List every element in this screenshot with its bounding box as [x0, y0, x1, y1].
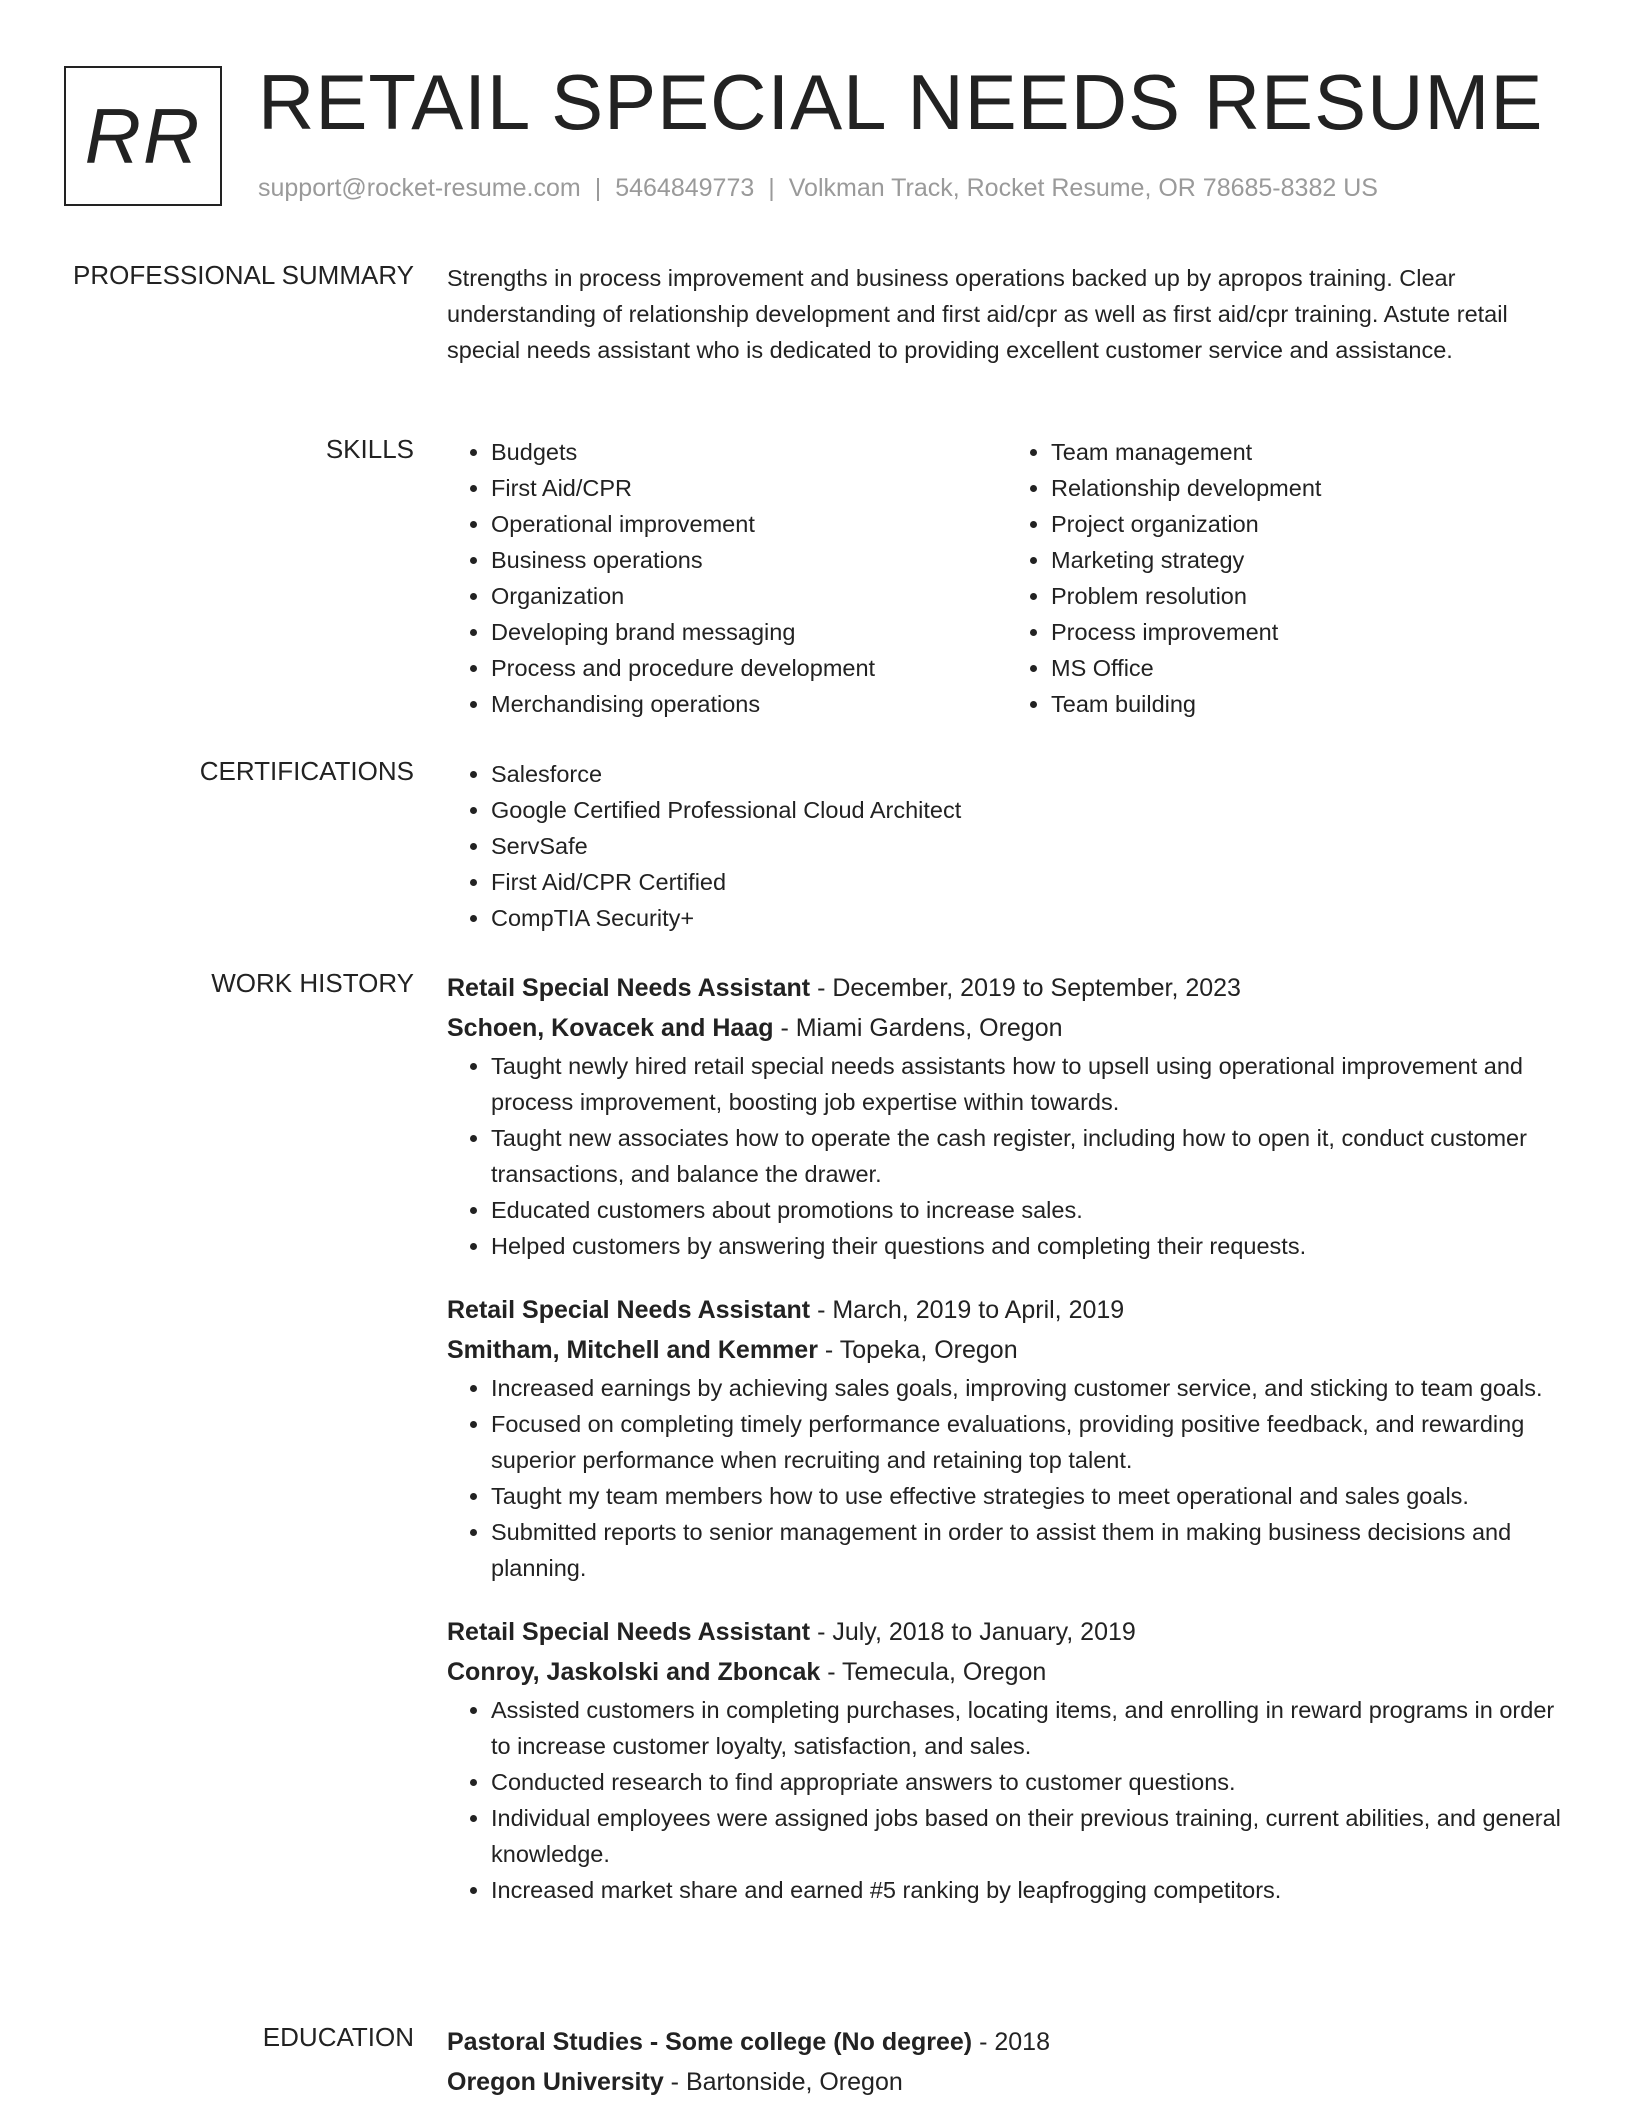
education-school: Oregon University — [447, 2068, 664, 2096]
job-bullet: • Conducted research to find appropriate answers to customer questions. — [491, 1764, 1567, 1800]
skill-item: • Relationship development — [1051, 470, 1567, 506]
job-bullet: • Increased market share and earned #5 ranking by leapfrogging competitors. — [491, 1872, 1567, 1908]
skills-column-2 — [1007, 434, 1567, 722]
job-company: Conroy, Jaskolski and Zboncak — [447, 1658, 821, 1686]
job-bullet: • Taught newly hired retail special needs assistants how to upsell using operational improvement and process improvement, boosting job expertise within towards. — [491, 1048, 1567, 1120]
job-bullet: • Increased earnings by achieving sales goals, improving customer service, and sticking to team goals. — [491, 1370, 1567, 1406]
job-bullet: • Taught my team members how to use effective strategies to meet operational and sales goals. — [491, 1478, 1567, 1514]
job-bullet: • Taught new associates how to operate the cash register, including how to open it, conduct customer transactions, and balance the drawer. — [491, 1120, 1567, 1192]
job-bullet: • Helped customers by answering their questions and completing their requests. — [491, 1228, 1567, 1264]
education-location: - Bartonside, Oregon — [663, 2068, 903, 2096]
skill-item: • First Aid/CPR — [491, 470, 1007, 506]
job-company: Smitham, Mitchell and Kemmer — [447, 1336, 818, 1364]
job-company-line — [447, 1652, 1567, 1692]
job-location: - Miami Gardens, Oregon — [773, 1014, 1063, 1042]
job-dates: - July, 2018 to January, 2019 — [810, 1618, 1136, 1646]
certification-item: • Salesforce — [491, 756, 1567, 792]
work-list — [447, 968, 1567, 1908]
job-title: Retail Special Needs Assistant — [447, 1296, 811, 1324]
job-location: - Topeka, Oregon — [817, 1336, 1018, 1364]
certification-item: • First Aid/CPR Certified — [491, 864, 1567, 900]
job-bullet: • Educated customers about promotions to increase sales. — [491, 1192, 1567, 1228]
certification-item: • CompTIA Security+ — [491, 900, 1567, 936]
job-bullet: • Individual employees were assigned jobs based on their previous training, current abilities, and general knowledge. — [491, 1800, 1567, 1872]
skill-item: • Merchandising operations — [491, 686, 1007, 722]
skill-item: • Operational improvement — [491, 506, 1007, 542]
job-dates: - December, 2019 to September, 2023 — [810, 974, 1241, 1002]
education-degree-line — [447, 2022, 1567, 2062]
certifications-list — [447, 756, 1567, 936]
contact-phone: 5464849773 — [615, 174, 755, 202]
page-title: RETAIL SPECIAL NEEDS RESUME — [258, 58, 1544, 146]
job-title-line — [447, 1612, 1567, 1652]
skill-item: • Marketing strategy — [1051, 542, 1567, 578]
contact-separator: | — [594, 174, 602, 202]
section-label-summary: PROFESSIONAL SUMMARY — [73, 260, 414, 290]
job-company: Schoen, Kovacek and Haag — [447, 1014, 774, 1042]
education-school-line — [447, 2062, 1567, 2102]
job-bullets — [447, 1692, 1567, 1908]
contact-separator: | — [768, 174, 775, 202]
job-entry — [447, 1290, 1567, 1586]
monogram-logo: RR — [64, 66, 222, 206]
certification-item: • Google Certified Professional Cloud Architect — [491, 792, 1567, 828]
job-entry — [447, 1612, 1567, 1908]
certifications-bullets — [447, 756, 1567, 936]
education-degree: Pastoral Studies - Some college (No degree) — [447, 2028, 973, 2056]
section-label-skills: SKILLS — [325, 434, 414, 464]
certification-item: • ServSafe — [491, 828, 1567, 864]
skill-item: • Project organization — [1051, 506, 1567, 542]
job-title-line — [447, 1290, 1567, 1330]
skills-column-1 — [447, 434, 1007, 722]
job-title: Retail Special Needs Assistant — [447, 974, 811, 1002]
skill-item: • MS Office — [1051, 650, 1567, 686]
section-label-education: EDUCATION — [262, 2022, 414, 2052]
skills-list — [447, 434, 1567, 722]
job-location: - Temecula, Oregon — [820, 1658, 1047, 1686]
skill-item: • Developing brand messaging — [491, 614, 1007, 650]
job-entry — [447, 968, 1567, 1264]
skill-item: • Business operations — [491, 542, 1007, 578]
job-company-line — [447, 1008, 1567, 1048]
summary-text: Strengths in process improvement and business operations backed up by apropos training. Clear understanding of relationship development and first aid/cpr as well as first aid/cpr training. Astute retail special needs assistant who is dedicated to providing excellent customer service and assistance. — [447, 265, 1508, 363]
job-bullet: • Focused on completing timely performance evaluations, providing positive feedback, and rewarding superior performance when recruiting and retaining top talent. — [491, 1406, 1567, 1478]
job-title: Retail Special Needs Assistant — [447, 1618, 811, 1646]
job-company-line — [447, 1330, 1567, 1370]
section-label-work: WORK HISTORY — [211, 968, 414, 998]
job-bullets — [447, 1370, 1567, 1586]
skill-item: • Budgets — [491, 434, 1007, 470]
education-entry — [447, 2022, 1567, 2102]
job-bullet: • Assisted customers in completing purchases, locating items, and enrolling in reward programs in order to increase customer loyalty, satisfaction, and sales. — [491, 1692, 1567, 1764]
contact-line — [258, 174, 1378, 203]
education-year: - 2018 — [972, 2028, 1050, 2056]
skill-item: • Team building — [1051, 686, 1567, 722]
skill-item: • Problem resolution — [1051, 578, 1567, 614]
job-dates: - March, 2019 to April, 2019 — [810, 1296, 1125, 1324]
contact-address: Volkman Track, Rocket Resume, OR 78685-8382 US — [788, 174, 1378, 202]
contact-email: support@rocket-resume.com — [258, 174, 581, 202]
job-bullets — [447, 1048, 1567, 1264]
job-bullet: • Submitted reports to senior management in order to assist them in making business decisions and planning. — [491, 1514, 1567, 1586]
job-title-line — [447, 968, 1567, 1008]
skill-item: • Process improvement — [1051, 614, 1567, 650]
skill-item: • Process and procedure development — [491, 650, 1007, 686]
section-label-certifications: CERTIFICATIONS — [199, 756, 414, 786]
skill-item: • Team management — [1051, 434, 1567, 470]
skill-item: • Organization — [491, 578, 1007, 614]
